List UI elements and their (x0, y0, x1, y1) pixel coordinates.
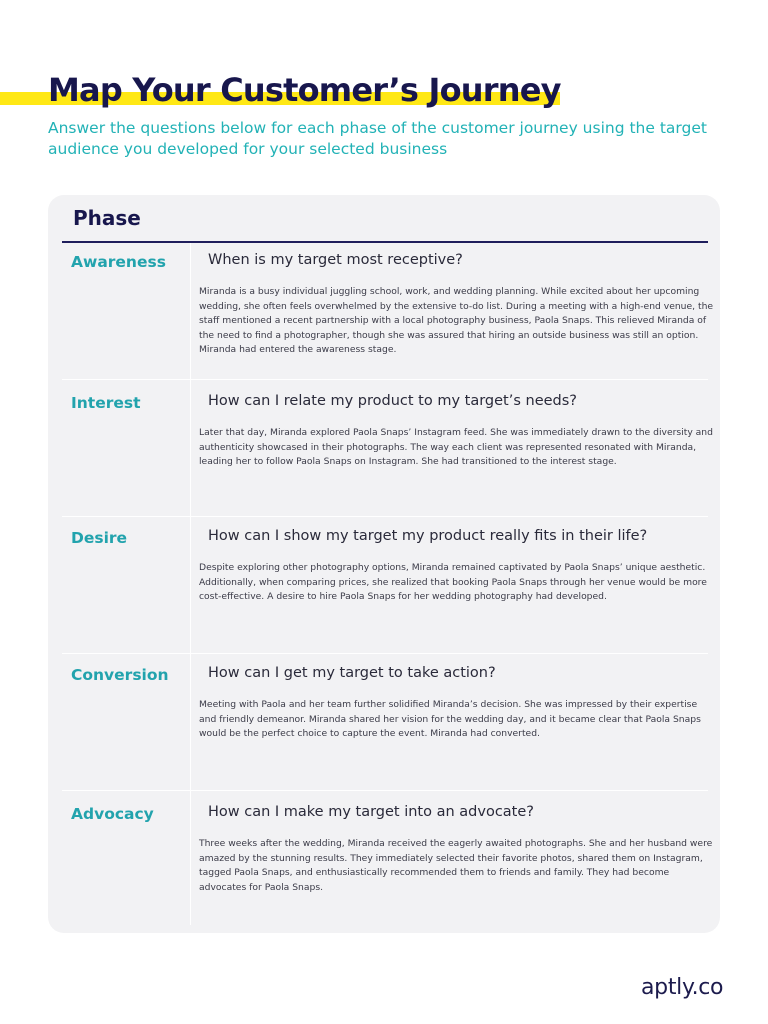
column-divider (190, 243, 191, 925)
phase-question: How can I get my target to take action? (208, 665, 496, 681)
row-divider (62, 516, 708, 517)
phase-answer: Meeting with Paola and her team further solidified Miranda’s decision. She was impressed by their expertise and friendly demeanor. Miranda shared her vision for the wedding day, and it became clear that Paola Snaps would be the perfect choice to capture the event. Miranda had converted. (199, 699, 701, 740)
phase-question: How can I show my target my product really fits in their life? (208, 528, 648, 544)
row-divider (62, 790, 708, 791)
phase-question: How can I make my target into an advocate? (208, 804, 534, 820)
phase-question: How can I relate my product to my target’s needs? (208, 393, 577, 409)
page-subtitle: Answer the questions below for each phase of the customer journey using the target audience you developed for your selected business (48, 119, 707, 158)
phase-answer: Miranda is a busy individual juggling school, work, and wedding planning. While excited about her upcoming wedding, she often feels overwhelmed by the extensive to-do list. During a meeting with a high-end venue, the staff mentioned a recent partnership with a local photography business, Paola Snaps. This relieved Miranda of the need to find a photographer, though she was assured that hiring an outside business was still an option. Miranda had entered the awareness stage. (199, 286, 714, 356)
phase-name: Advocacy (71, 805, 154, 823)
phase-answer: Three weeks after the wedding, Miranda received the eagerly awaited photographs. She and her husband were amazed by the stunning results. They immediately selected their favorite photos, shared them on Instagram, tagged Paola Snaps, and enthusiastically recommended them to friends and family. They had become advocates for Paola Snaps. (199, 838, 713, 893)
page-title: Map Your Customer’s Journey (48, 71, 561, 109)
brand-logo: aptly.co (641, 975, 724, 1000)
phase-name: Conversion (71, 666, 169, 684)
phase-answer: Later that day, Miranda explored Paola Snaps’ Instagram feed. She was immediately drawn to the diversity and authenticity showcased in their photographs. The way each client was represented resonated with Miranda, leading her to follow Paola Snaps on Instagram. She had transitioned to the interest stage. (199, 427, 713, 468)
row-divider (62, 379, 708, 380)
phase-name: Desire (71, 529, 128, 547)
phase-column-header: Phase (73, 206, 141, 230)
phase-question: When is my target most receptive? (208, 252, 463, 268)
header-divider (62, 241, 708, 243)
row-divider (62, 653, 708, 654)
journey-table (48, 195, 720, 933)
phase-name: Awareness (71, 253, 166, 271)
phase-answer: Despite exploring other photography options, Miranda remained captivated by Paola Snaps’ unique aesthetic. Additionally, when comparing prices, she realized that booking Paola Snaps through her venue would be more cost-effective. A desire to hire Paola Snaps for her wedding photography had developed. (199, 562, 707, 603)
phase-name: Interest (71, 394, 141, 412)
